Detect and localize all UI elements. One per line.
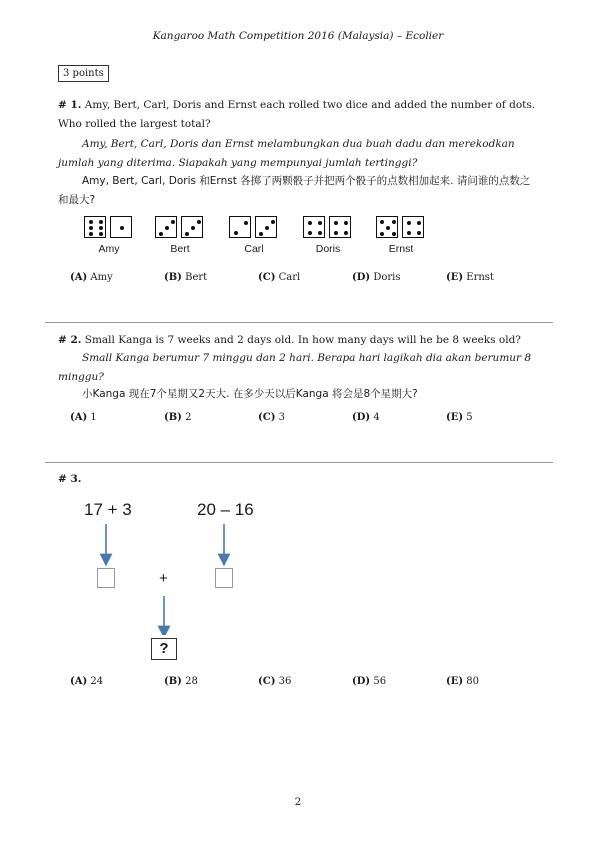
option-text: 36: [278, 676, 292, 687]
die-face-1: [110, 216, 132, 238]
q3-option-a[interactable]: [70, 676, 103, 687]
die-dot: [159, 232, 163, 236]
die-dot: [407, 231, 411, 235]
die-dot: [334, 221, 338, 225]
die-dot: [165, 226, 169, 230]
die-dot: [89, 220, 93, 224]
die-dot: [265, 226, 269, 230]
option-text: Doris: [373, 272, 401, 283]
q3-option-e[interactable]: [446, 676, 479, 687]
q1-text-zh: Amy, Bert, Carl, Doris 和Ernst 各掷了两颗骰子并把两个骰子的点数相加起来. 请问谁的点数之和最大?: [58, 175, 531, 206]
die-dot: [380, 220, 384, 224]
option-text: 56: [373, 676, 387, 687]
die-dot: [171, 220, 175, 224]
die-face-4: [303, 216, 325, 238]
option-text: 24: [90, 676, 104, 687]
die-dot: [417, 221, 421, 225]
q1-option-a[interactable]: [70, 272, 113, 283]
q1-text-ms: Amy, Bert, Carl, Doris dan Ernst melambungkan dua buah dadu dan merekodkan jumlah yang diterima. Siapakah yang mempunyai jumlah tertinggi?: [58, 138, 515, 169]
option-text: 5: [466, 412, 473, 423]
q3-expression-left: 17 + 3: [84, 500, 132, 519]
q3-expression-right: 20 – 16: [197, 500, 254, 519]
die-dot: [380, 232, 384, 236]
empty-box-left: [97, 568, 115, 588]
q1-option-c[interactable]: [258, 272, 300, 283]
option-letter: (C): [258, 272, 276, 283]
option-text: Bert: [185, 272, 208, 283]
option-text: 3: [278, 412, 285, 423]
q3-option-d[interactable]: [352, 676, 386, 687]
die-dot: [386, 226, 390, 230]
die-dot: [417, 231, 421, 235]
empty-box-right: [215, 568, 233, 588]
q2-text-ms: Small Kanga berumur 7 minggu dan 2 hari. Berapa hari lagikah dia akan berumur 8 minggu?: [58, 352, 532, 383]
q2-text-zh: 小Kanga 现在7个星期又2天大. 在多少天以后Kanga 将会是8个星期大?: [82, 388, 418, 400]
die-dot: [99, 226, 103, 230]
q2-number: # 2.: [58, 334, 82, 346]
q3-number: # 3.: [58, 473, 82, 485]
option-letter: (A): [70, 676, 88, 687]
page-header: Kangaroo Math Competition 2016 (Malaysia) – Ecolier: [152, 30, 444, 42]
q1-option-b[interactable]: [164, 272, 207, 283]
q1-english: [58, 96, 540, 134]
option-text: 4: [373, 412, 380, 423]
option-letter: (B): [164, 676, 182, 687]
die-dot: [99, 232, 103, 236]
die-dot: [120, 226, 124, 230]
die-dot: [259, 232, 263, 236]
die-face-4: [329, 216, 351, 238]
q2-options: [70, 412, 540, 426]
option-letter: (B): [164, 412, 182, 423]
die-dot: [89, 226, 93, 230]
die-face-3: [155, 216, 177, 238]
option-text: Carl: [278, 272, 301, 283]
option-letter: (C): [258, 676, 276, 687]
dice-label-amy: Amy: [98, 243, 120, 255]
die-dot: [392, 220, 396, 224]
die-dot: [234, 231, 238, 235]
q1-option-e[interactable]: [446, 272, 494, 283]
die-face-4: [402, 216, 424, 238]
option-letter: (B): [164, 272, 182, 283]
q2-english: [58, 331, 540, 350]
option-letter: (E): [446, 272, 464, 283]
option-text: 80: [466, 676, 480, 687]
dice-label-ernst: Ernst: [388, 243, 414, 255]
option-text: 2: [185, 412, 192, 423]
die-face-3: [181, 216, 203, 238]
divider: [45, 322, 553, 323]
die-dot: [271, 220, 275, 224]
die-dot: [318, 231, 322, 235]
die-dot: [244, 221, 248, 225]
option-letter: (E): [446, 676, 464, 687]
die-dot: [185, 232, 189, 236]
option-letter: (D): [352, 272, 371, 283]
dice-figure: [0, 216, 596, 261]
question-mark-box: ?: [151, 638, 177, 660]
die-dot: [407, 221, 411, 225]
die-dot: [318, 221, 322, 225]
page-number: 2: [294, 796, 302, 808]
dice-label-bert: Bert: [170, 243, 190, 255]
q2-option-e[interactable]: [446, 412, 473, 423]
q2-option-a[interactable]: [70, 412, 97, 423]
q3-options: [70, 676, 540, 690]
die-face-3: [255, 216, 277, 238]
die-face-6: [84, 216, 106, 238]
option-letter: (A): [70, 272, 88, 283]
option-text: 1: [90, 412, 97, 423]
q3-option-c[interactable]: [258, 676, 291, 687]
option-text: 28: [185, 676, 198, 687]
die-dot: [334, 231, 338, 235]
die-dot: [308, 231, 312, 235]
q2-option-d[interactable]: [352, 412, 380, 423]
divider: [45, 462, 553, 463]
q1-text-en: Amy, Bert, Carl, Doris and Ernst each rolled two dice and added the number of dots. Who rolled the largest total?: [58, 99, 536, 130]
option-text: Ernst: [466, 272, 494, 283]
die-face-2: [229, 216, 251, 238]
die-dot: [344, 221, 348, 225]
die-dot: [197, 220, 201, 224]
dice-label-carl: Carl: [244, 243, 264, 255]
die-dot: [308, 221, 312, 225]
die-dot: [89, 232, 93, 236]
q1-option-d[interactable]: [352, 272, 400, 283]
option-letter: (E): [446, 412, 464, 423]
die-face-5: [376, 216, 398, 238]
die-dot: [99, 220, 103, 224]
q3-option-b[interactable]: [164, 676, 198, 687]
q2-option-c[interactable]: [258, 412, 285, 423]
dice-label-doris: Doris: [315, 243, 341, 255]
q1-options: [70, 272, 540, 286]
die-dot: [392, 232, 396, 236]
option-letter: (C): [258, 412, 276, 423]
q2-text-en: Small Kanga is 7 weeks and 2 days old. In how many days will he be 8 weeks old?: [84, 334, 521, 346]
q2-option-b[interactable]: [164, 412, 191, 423]
die-dot: [191, 226, 195, 230]
option-text: Amy: [90, 272, 113, 283]
option-letter: (A): [70, 412, 88, 423]
option-letter: (D): [352, 412, 371, 423]
option-letter: (D): [352, 676, 371, 687]
plus-sign: +: [159, 570, 168, 587]
die-dot: [344, 231, 348, 235]
q1-number: # 1.: [58, 99, 82, 111]
points-label: 3 points: [58, 65, 109, 82]
